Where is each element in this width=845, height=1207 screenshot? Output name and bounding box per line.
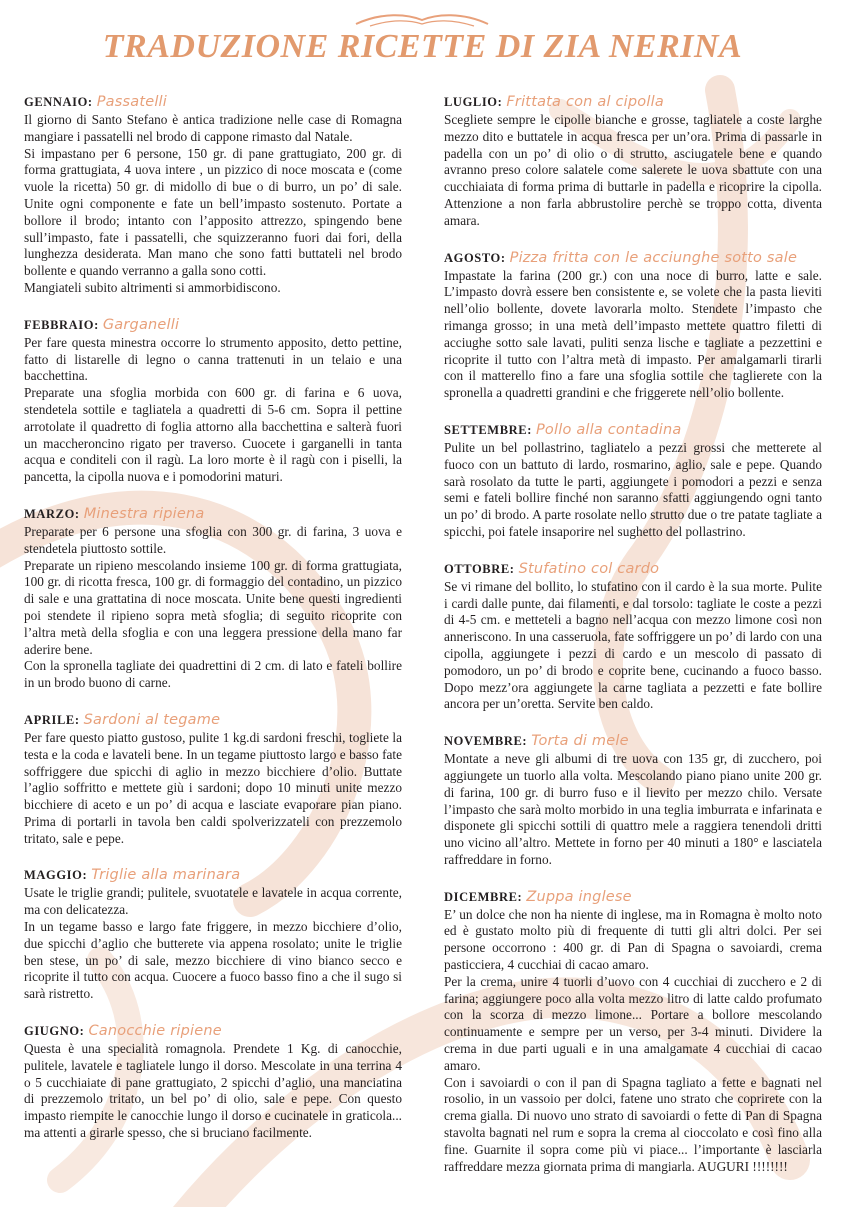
dish-name: Passatelli: [96, 94, 168, 110]
recipe-heading: [444, 92, 822, 112]
recipe-ottobre: [444, 559, 822, 713]
recipe-text: Montate a neve gli albumi di tre uova con 135 gr, di zucchero, poi aggiungete un tuorlo alla volta. Mescolando piano piano unite 200 gr. di farina, 100 gr. di burro fuso e il lievito per mezzo chilo. Versate l’impasto che sarà molto morbido in una teglia imburrata e infarinata e disponete gli spicchi sottili di quattro mele a raggiera tenendoli dritti uno vicino all’altro. Mettete in forno per 40 minuti a 180° e lasciatela raffreddare in forno.: [444, 751, 822, 867]
recipe-text: Per fare questa minestra occorre lo strumento apposito, detto pettine, fatto di listarelle di legno o canna trattenuti in un telaio e una bacchettina. Preparate una sfoglia morbida con 600 gr. di farina e 6 uova, stendetela sottile e tagliatela a quadretti di 5-6 cm. Sopra il pettine arrotolate il quadretto di foglia attorno alla bacchettina e salterà fuori un maccheroncino rigato per traverso. Cuocete i garganelli in tanta acqua e conditeli con il ragù. La loro morte è il ragù con i piselli, la pancetta, la cipolla nuova e i pomodorini maturi.: [24, 334, 402, 485]
dish-name: Zuppa inglese: [526, 888, 632, 905]
recipe-text: E’ un dolce che non ha niente di inglese, ma in Romagna è molto noto ed è gustato molto più di frequente di tutti gli altri dolci. Per sei persone occorrono : 400 gr. di Pan di Spagna o savoiardi, crema pasticciera, 4 cucchiai di cacao amaro. Per la crema, unire 4 tuorli d’uovo con 4 cucchiai di zucchero e 2 di farina; aggiungere poco alla volta mezzo litro di latte caldo profumato con la scorza di mezzo limone... Portare a bollore mescolando continuamente e sempre per un verso, per 3-4 minuti. Dividere la crema in due parti uguali e in una amalgamate 4 cucchiai di cacao amaro. Con i savoiardi o con il pan di Spagna tagliato a fette e bagnati nel rosolio, in un vassoio per dolci, fatene uno strato che coprirete con la crema gialla. Di nuovo uno strato di savoiardi o fette di Pan di Spagna stavolta bagnati nel rum e sopra la crema al cioccolato e così fino alla fine. Guarnite il sopra come più vi piace... l’importante è lasciarla raffreddare mezza giornata prima di mangiarla. AUGURI !!!!!!!!: [444, 906, 822, 1174]
recipe-settembre: [444, 420, 822, 541]
dish-name: Torta di mele: [531, 733, 629, 750]
dish-name: Sardoni al tegame: [83, 711, 221, 728]
recipe-heading: [444, 887, 822, 907]
recipe-agosto: [444, 248, 822, 402]
recipe-heading: [444, 248, 822, 268]
recipe-text: Se vi rimane del bollito, lo stufatino con il cardo è la sua morte. Pulite i cardi dalle punte, dai filamenti, e dal torsolo: tagliate le coste a pezzi di 4-5 cm. e metteteli a bagno nell’acqua con mezzo limone così non anneriscono. In una casseruola, fate soffriggere un po’ di lardo con una cipolla, aggiungete i pezzi di cardo e un mescolo di passato di pomodoro, un po’ di brodo e coprite bene, cucinando a fuoco basso. Dopo mezz’ora aggiungete la carne tagliata a pezzetti e fate bollire ancora per un’oretta. Servite ben caldo.: [444, 578, 822, 712]
recipe-luglio: [444, 92, 822, 230]
recipe-maggio: [24, 865, 402, 1003]
recipe-heading: [444, 559, 822, 579]
dish-name: Triglie alla marinara: [91, 867, 241, 884]
recipe-dicembre: [444, 887, 822, 1176]
month-label: FEBBRAIO:: [24, 317, 99, 332]
month-label: DICEMBRE:: [444, 889, 523, 904]
recipe-heading: [24, 315, 402, 335]
recipe-gennaio: [24, 92, 402, 297]
month-label: LUGLIO:: [444, 95, 503, 109]
recipe-marzo: [24, 504, 402, 692]
month-label: NOVEMBRE:: [444, 734, 528, 749]
month-label: GIUGNO:: [24, 1024, 85, 1039]
recipe-heading: [24, 1021, 402, 1041]
recipe-text: Usate le triglie grandi; pulitele, svuotatele e lavatele in acqua corrente, ma con delicatezza. In un tegame basso e largo fate friggere, in mezzo bicchiere d’olio, due spicchi d’aglio che butterete via appena rosolato; unite le triglie ben stese, un po’ di sale, mezzo bicchiere di vino bianco secco e ricoprite il tutto con acqua. Cuocere a fuoco basso fino a che il sugo si sarà ristretto.: [24, 885, 402, 1002]
recipe-heading: [24, 92, 402, 112]
month-label: SETTEMBRE:: [444, 422, 532, 437]
recipe-text: Per fare questo piatto gustoso, pulite 1 kg.di sardoni freschi, togliete la testa e la coda e lavateli bene. In un tegame piuttosto largo e basso fate soffriggere due spicchi di aglio in mezzo bicchiere d’olio. Buttate l’aglio soffritto e mettete giù i sardoni; dopo 10 minuti unite mezzo bicchiere di aceto e un po’ di acqua e lasciate evaporare pian piano. Prima di portarli in tavola ben caldi spolverizzateli con prezzemolo tritato, sale e pepe.: [24, 729, 402, 846]
recipe-aprile: [24, 710, 402, 848]
left-column: [24, 92, 402, 1160]
recipe-text: Impastate la farina (200 gr.) con una noce di burro, latte e sale. L’impasto dovrà essere ben consistente e, se volete che la pasta lieviti nell’olio bollente, dovete lavorarla molto. Stendete l’impasto che rimanga grosso; in una metà dell’impasto mettete quattro filetti di acciughe sotto sale lavati, puliti senza lische e tagliate a pezzettini e ricoprite il tutto con l’altra metà di impasto. Per amalgamarli tirarli con il matterello fino a fare una sfoglia sottile che taglierete con la spronella a quadretti grandini e che friggerete nell’olio bollente.: [444, 267, 822, 401]
recipe-febbraio: [24, 315, 402, 486]
recipe-text: Pulite un bel pollastrino, tagliatelo a pezzi grossi che metterete al fuoco con un battuto di lardo, rosmarino, aglio, sale e pepe. Quando sarà rosolato da tutte le parti, aggiungete i pomodori a pezzi e senza semi e fateli bollire finché non saranno sfatti aggiungendo ogni tanto un po’ di brodo. A parte rosolate nello strutto due o tre patate tagliate a spicchi, poi fatele insaporire nel sughetto del pollastrino.: [444, 439, 822, 539]
recipe-giugno: [24, 1021, 402, 1142]
recipe-heading: [24, 504, 402, 524]
month-label: GENNAIO:: [24, 95, 93, 109]
recipe-heading: [24, 865, 402, 885]
month-label: AGOSTO:: [444, 250, 506, 265]
month-label: MAGGIO:: [24, 868, 88, 883]
recipe-text: Il giorno di Santo Stefano è antica tradizione nelle case di Romagna mangiare i passatelli nel brodo di cappone rimasto dal Natale. Si impastano per 6 persone, 150 gr. di pane grattugiato, 200 gr. di forma grattugiata, 4 uova intere , un pizzico di noce moscata e (come vuole la ricetta) 50 gr. di midollo di bue o di burro, un po’ di sale. Unite ogni componente e fate un bell’impasto sostenuto. Portate a bollore il brodo; intanto con l’apposito attrezzo, spingendo bene sull’impasto, fate i passatelli, che squizzeranno fuori dai fori, della lunghezza desiderata. Man mano che sono fatti buttateli nel brodo bollente e quando verranno a galla sono cotti. Mangiateli subito altrimenti si ammorbidiscono.: [24, 112, 402, 295]
dish-name: Pizza fritta con le acciunghe sotto sale: [509, 249, 798, 266]
recipe-text: Preparate per 6 persone una sfoglia con 300 gr. di farina, 3 uova e stendetela piuttosto sottile. Preparate un ripieno mescolando insieme 100 gr. di forma grattugiata, 100 gr. di ricotta fresca, 100 gr. di formaggio del contadino, un pizzico di sale e una grattatina di noce moscata. Unite bene questi ingredienti poi stendete il ripieno sopra metà sfoglia; di seguito ricoprite con l’altra metà della sfoglia e con una leggera pressione della mano far aderire bene. Con la spronella tagliate dei quadrettini di 2 cm. di lato e fateli bollire in un brodo buono di carne.: [24, 523, 402, 691]
month-label: OTTOBRE:: [444, 561, 515, 576]
month-label: APRILE:: [24, 712, 80, 727]
recipe-heading: [444, 420, 822, 440]
month-label: MARZO:: [24, 506, 80, 521]
recipe-heading: [444, 731, 822, 751]
page-title: TRADUZIONE RICETTE DI ZIA NERINA: [102, 28, 743, 65]
dish-name: Frittata con al cipolla: [506, 94, 664, 110]
dish-name: Garganelli: [102, 316, 180, 333]
recipe-heading: [24, 710, 402, 730]
recipe-text: Scegliete sempre le cipolle bianche e grosse, tagliatele a coste larghe mezzo dito e buttatele in acqua fresca per un’ora. Prima di passarle in padella con un po’ di olio o di strutto, asciugatele bene e quando avranno preso colore salatele come salerete le uova sbattute con una cucchiaiata di forma prima di buttarle in padella e ricoprire la cipolla. Attenzione a non farla abbrustolire perchè se troppo cotta, diventa amara.: [444, 112, 822, 228]
right-column: [444, 92, 822, 1193]
dish-name: Stufatino col cardo: [518, 560, 660, 577]
recipe-text: Questa è una specialità romagnola. Prendete 1 Kg. di canocchie, pulitele, lavatele e tagliatele lungo il dorso. Mescolate in una terrina 4 o 5 cucchiaiate di pane grattugiato, 2 spicchi d’aglio, una manciatina di prezzemolo tritato, un bel po’ di olio, sale e pepe. Con questo impasto riempite le canocchie lungo il dorso e cucinatele in graticola... ma attenti a girarle spesso, che si bruciano facilmente.: [24, 1041, 402, 1141]
dish-name: Minestra ripiena: [83, 505, 205, 522]
recipe-novembre: [444, 731, 822, 869]
title-ornament: [352, 10, 492, 30]
dish-name: Canocchie ripiene: [88, 1023, 222, 1040]
dish-name: Pollo alla contadina: [535, 421, 682, 438]
